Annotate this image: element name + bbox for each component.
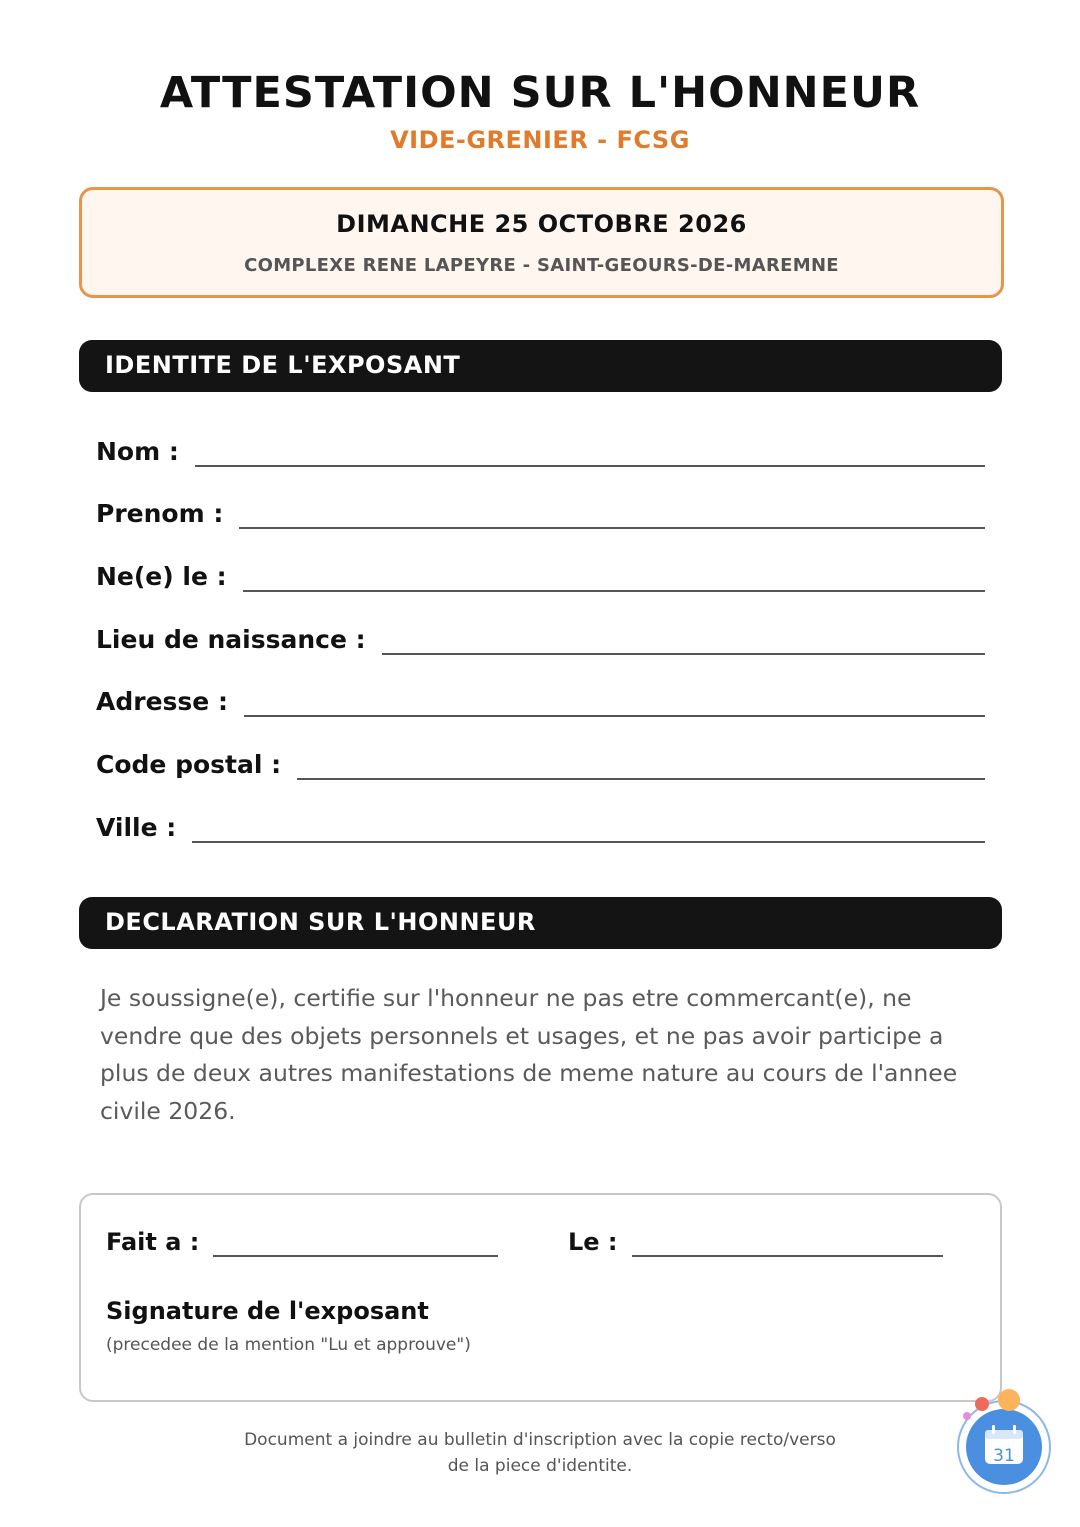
field-ville-label: Ville : xyxy=(96,813,177,842)
field-date-naissance-label: Ne(e) le : xyxy=(96,562,227,591)
footer-line-1: Document a joindre au bulletin d'inscription avec la copie recto/verso xyxy=(244,1430,836,1450)
field-fait-a xyxy=(106,1217,498,1257)
field-date-naissance-input[interactable] xyxy=(243,589,985,592)
field-prenom-input[interactable] xyxy=(239,526,985,529)
event-date: DIMANCHE 25 OCTOBRE 2026 xyxy=(336,210,747,238)
signature-title: Signature de l'exposant xyxy=(106,1297,429,1325)
field-nom-input[interactable] xyxy=(195,464,985,467)
field-nom xyxy=(96,427,985,467)
field-fait-a-label: Fait a : xyxy=(106,1228,200,1256)
field-prenom xyxy=(96,489,985,529)
field-code-postal xyxy=(96,740,985,780)
field-fait-a-input[interactable] xyxy=(213,1254,498,1257)
page-title: ATTESTATION SUR L'HONNEUR xyxy=(159,68,921,118)
field-lieu-naissance-label: Lieu de naissance : xyxy=(96,625,366,654)
event-place: COMPLEXE RENE LAPEYRE - SAINT-GEOURS-DE-MAREMNE xyxy=(244,255,839,276)
field-code-postal-label: Code postal : xyxy=(96,750,282,779)
field-adresse-label: Adresse : xyxy=(96,687,228,716)
calendar-icon xyxy=(952,1385,1056,1495)
calendar-day: 31 xyxy=(993,1446,1015,1466)
field-le-label: Le : xyxy=(568,1228,618,1256)
page-subtitle: VIDE-GRENIER - FCSG xyxy=(390,126,690,154)
declaration-section-header xyxy=(79,897,1002,949)
footer-line-2: de la piece d'identite. xyxy=(447,1456,633,1476)
field-prenom-label: Prenom : xyxy=(96,499,224,528)
field-adresse-input[interactable] xyxy=(244,714,985,717)
field-ville xyxy=(96,803,985,843)
field-lieu-naissance-input[interactable] xyxy=(382,652,985,655)
field-le xyxy=(568,1217,943,1257)
field-lieu-naissance xyxy=(96,615,985,655)
field-date-naissance xyxy=(96,552,985,592)
identity-section-header xyxy=(79,340,1002,392)
signature-note: (precedee de la mention "Lu et approuve") xyxy=(106,1335,471,1355)
field-le-input[interactable] xyxy=(632,1254,943,1257)
identity-section-title: IDENTITE DE L'EXPOSANT xyxy=(105,351,461,379)
calendar-badge[interactable] xyxy=(952,1385,1056,1495)
field-adresse xyxy=(96,677,985,717)
field-ville-input[interactable] xyxy=(192,840,985,843)
field-nom-label: Nom : xyxy=(96,437,179,466)
field-code-postal-input[interactable] xyxy=(297,777,985,780)
declaration-section-title: DECLARATION SUR L'HONNEUR xyxy=(105,908,536,936)
footer-note xyxy=(0,1427,1080,1479)
event-info-box xyxy=(79,187,1004,298)
declaration-text: Je soussigne(e), certifie sur l'honneur ne pas etre commercant(e), ne vendre que des objets personnels et usages, et ne pas avoir participe a plus de deux autres manifestations de meme nature au cours de l'annee civile 2026. xyxy=(100,984,958,1125)
signature-box xyxy=(79,1193,1002,1402)
